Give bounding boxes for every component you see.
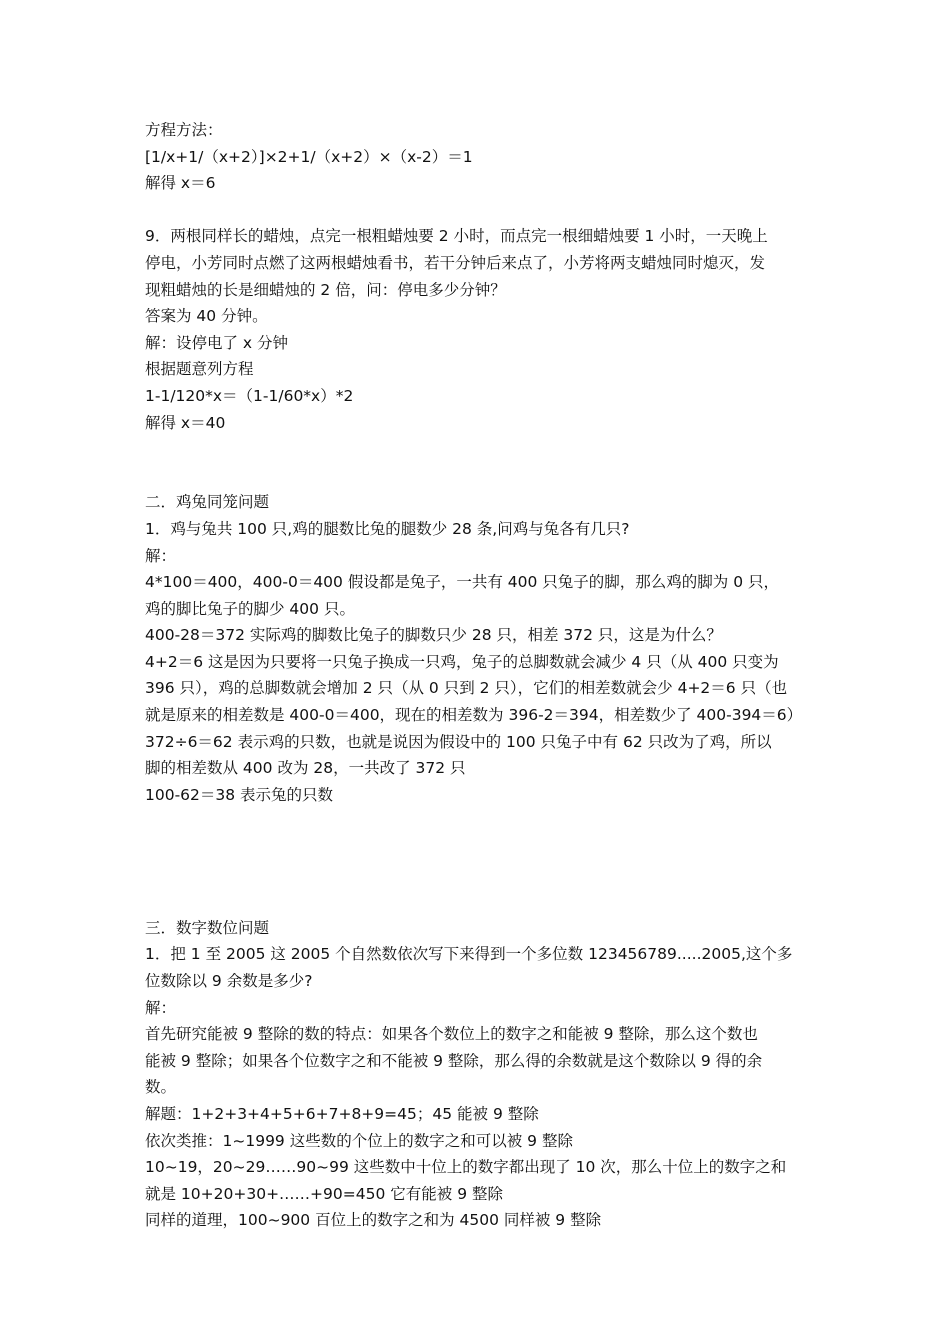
text-line: 解： bbox=[145, 546, 177, 565]
text-line: 位数除以 9 余数是多少? bbox=[145, 972, 313, 991]
text-line: 答案为 40 分钟。 bbox=[145, 307, 268, 326]
text-line: 372÷6＝62 表示鸡的只数，也就是说因为假设中的 100 只兔子中有 62 只改为了鸡，所以 bbox=[145, 732, 772, 751]
section-chicken-rabbit bbox=[145, 489, 815, 808]
section-digit-place bbox=[145, 915, 815, 1234]
text-line: 4+2＝6 这是因为只要将一只兔子换成一只鸡，兔子的总脚数就会减少 4 只（从 400 只变为 bbox=[145, 652, 779, 671]
text-line: 脚的相差数从 400 改为 28，一共改了 372 只 bbox=[145, 759, 466, 778]
text-line: 1．把 1 至 2005 这 2005 个自然数依次写下来得到一个多位数 123456789.....2005,这个多 bbox=[145, 945, 793, 964]
text-line: 9．两根同样长的蜡烛，点完一根粗蜡烛要 2 小时，而点完一根细蜡烛要 1 小时，一天晚上 bbox=[145, 227, 768, 246]
section-heading: 三．数字数位问题 bbox=[145, 918, 270, 937]
text-line: 方程方法： bbox=[145, 121, 223, 139]
text-line: 1．鸡与兔共 100 只,鸡的腿数比兔的腿数少 28 条,问鸡与兔各有几只? bbox=[145, 519, 630, 538]
spacer bbox=[145, 808, 815, 914]
section-heading: 二．鸡兔同笼问题 bbox=[145, 493, 270, 512]
text-line: 400-28＝372 实际鸡的脚数比兔子的脚数只少 28 只，相差 372 只，这是为什么？ bbox=[145, 626, 722, 645]
text-line: 依次类推：1~1999 这些数的个位上的数字之和可以被 9 整除 bbox=[145, 1131, 573, 1150]
spacer bbox=[145, 197, 815, 224]
text-line: 数。 bbox=[145, 1078, 177, 1097]
spacer bbox=[145, 436, 815, 489]
text-line: 就是原来的相差数是 400-0＝400，现在的相差数为 396-2＝394，相差数少了 400-394＝6） bbox=[145, 706, 803, 725]
text-line: 解： bbox=[145, 998, 177, 1017]
text-line: 4*100＝400，400-0＝400 假设都是兔子，一共有 400 只兔子的脚，那么鸡的脚为 0 只， bbox=[145, 573, 779, 592]
text-line: 100-62＝38 表示兔的只数 bbox=[145, 785, 334, 804]
text-line: 根据题意列方程 bbox=[145, 360, 254, 379]
text-line: 解得 x＝40 bbox=[145, 413, 226, 432]
text-line: 就是 10+20+30+……+90=450 它有能被 9 整除 bbox=[145, 1184, 503, 1203]
document-body bbox=[145, 117, 815, 1234]
text-line: 现粗蜡烛的长是细蜡烛的 2 倍，问：停电多少分钟？ bbox=[145, 280, 506, 299]
section-equation-method bbox=[145, 117, 815, 197]
text-line: 停电，小芳同时点燃了这两根蜡烛看书，若干分钟后来点了，小芳将两支蜡烛同时熄灭，发 bbox=[145, 253, 766, 272]
text-line: [1/x+1/（x+2）]×2+1/（x+2）×（x-2）＝1 bbox=[145, 147, 473, 166]
section-candle-problem bbox=[145, 223, 815, 436]
text-line: 10~19，20~29……90~99 这些数中十位上的数字都出现了 10 次，那么十位上的数字之和 bbox=[145, 1158, 787, 1177]
text-line: 解：设停电了 x 分钟 bbox=[145, 333, 289, 352]
text-line: 1-1/120*x＝（1-1/60*x）*2 bbox=[145, 386, 354, 405]
text-line: 鸡的脚比兔子的脚少 400 只。 bbox=[145, 599, 355, 618]
text-line: 同样的道理，100~900 百位上的数字之和为 4500 同样被 9 整除 bbox=[145, 1211, 602, 1230]
text-line: 能被 9 整除；如果各个位数字之和不能被 9 整除，那么得的余数就是这个数除以 9 得的余 bbox=[145, 1051, 763, 1070]
text-line: 首先研究能被 9 整除的数的特点：如果各个数位上的数字之和能被 9 整除，那么这个数也 bbox=[145, 1025, 758, 1044]
text-line: 396 只），鸡的总脚数就会增加 2 只（从 0 只到 2 只），它们的相差数就会少 4+2＝6 只（也 bbox=[145, 679, 788, 698]
text-line: 解题：1+2+3+4+5+6+7+8+9=45；45 能被 9 整除 bbox=[145, 1104, 539, 1123]
text-line: 解得 x＝6 bbox=[145, 174, 216, 193]
